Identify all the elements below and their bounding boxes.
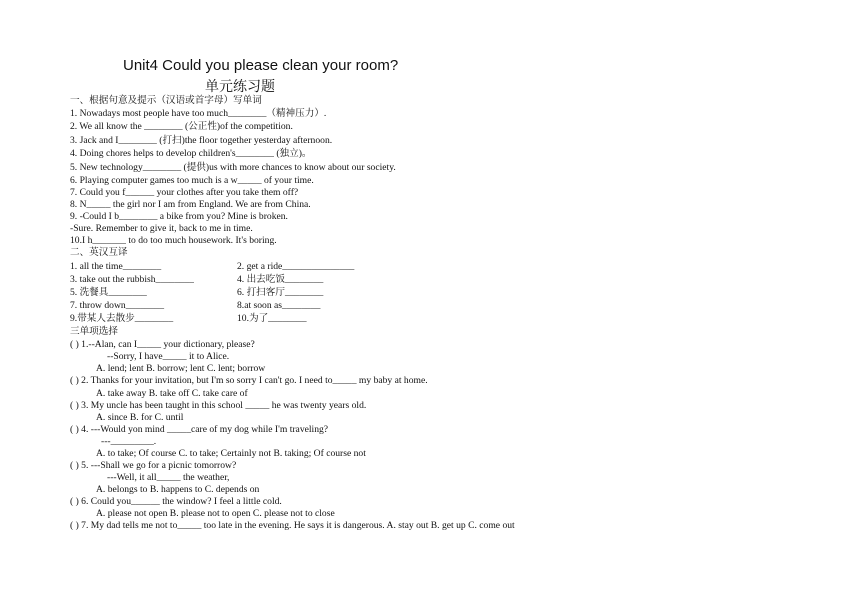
- mc-options: A. take away B. take off C. take care of: [96, 388, 248, 399]
- mc-options: A. belongs to B. happens to C. depends on: [96, 484, 260, 495]
- translation-item: 7. throw down________: [70, 300, 165, 311]
- mc-options: A. please not open B. please not to open C. please not to close: [96, 508, 335, 519]
- section1-item: 5. New technology________ (提供)us with more chances to know about our society.: [70, 162, 396, 173]
- mc-dialog-line: ---_________.: [101, 436, 157, 447]
- mc-question: ( ) 6. Could you______ the window? I feel a little cold.: [70, 496, 282, 507]
- translation-item: 1. all the time________: [70, 261, 162, 272]
- mc-dialog-line: --Sorry, I have_____ it to Alice.: [107, 351, 230, 362]
- worksheet-title: Unit4 Could you please clean your room?: [123, 57, 399, 74]
- translation-item: 4. 出去吃饭________: [237, 274, 324, 285]
- translation-item: 2. get a ride_______________: [237, 261, 355, 272]
- mc-options: A. since B. for C. until: [96, 412, 184, 423]
- mc-question: ( ) 7. My dad tells me not to_____ too late in the evening. He says it is dangerous. A. stay out B. get up C. come out: [70, 520, 515, 531]
- section1-item: 1. Nowadays most people have too much________（精神压力）.: [70, 108, 327, 119]
- section1-item: 2. We all know the ________ (公正性)of the competition.: [70, 121, 293, 132]
- section1-item: 4. Doing chores helps to develop children's________ (独立)。: [70, 148, 312, 159]
- translation-item: 6. 打扫客厅________: [237, 287, 324, 298]
- translation-item: 10.为了________: [237, 313, 307, 324]
- translation-item: 9.带某人去散步________: [70, 313, 174, 324]
- section3-heading: 三单项选择: [70, 326, 118, 337]
- mc-options: A. to take; Of course C. to take; Certainly not B. taking; Of course not: [96, 448, 366, 459]
- worksheet-subtitle: 单元练习题: [205, 80, 275, 95]
- translation-item: 3. take out the rubbish________: [70, 274, 194, 285]
- section2-heading: 二、英汉互译: [70, 247, 128, 258]
- section1-item: 10.I h_______ to do too much housework. It's boring.: [70, 235, 277, 246]
- section1-item: 3. Jack and I________ (打扫)the floor together yesterday afternoon.: [70, 135, 333, 146]
- section1-item: 7. Could you f______ your clothes after you take them off?: [70, 187, 299, 198]
- mc-options: A. lend; lent B. borrow; lent C. lent; borrow: [96, 363, 266, 374]
- mc-question: ( ) 5. ---Shall we go for a picnic tomorrow?: [70, 460, 237, 471]
- mc-question: ( ) 3. My uncle has been taught in this school _____ he was twenty years old.: [70, 400, 367, 411]
- translation-item: 8.at soon as________: [237, 300, 321, 311]
- mc-question: ( ) 2. Thanks for your invitation, but I'm so sorry I can't go. I need to_____ my baby at home.: [70, 375, 428, 386]
- mc-dialog-line: ---Well, it all_____ the weather,: [107, 472, 230, 483]
- translation-item: 5. 洗餐具________: [70, 287, 147, 298]
- section1-item: -Sure. Remember to give it, back to me in time.: [70, 223, 253, 234]
- mc-question: ( ) 1.--Alan, can I_____ your dictionary, please?: [70, 339, 255, 350]
- section1-item: 6. Playing computer games too much is a w_____ of your time.: [70, 175, 314, 186]
- section1-heading: 一、根据句意及提示（汉语或首字母）写单词: [70, 95, 262, 106]
- section1-item: 9. -Could I b________ a bike from you? Mine is broken.: [70, 211, 288, 222]
- section1-item: 8. N_____ the girl nor I am from England. We are from China.: [70, 199, 311, 210]
- mc-question: ( ) 4. ---Would yon mind _____care of my dog while I'm traveling?: [70, 424, 329, 435]
